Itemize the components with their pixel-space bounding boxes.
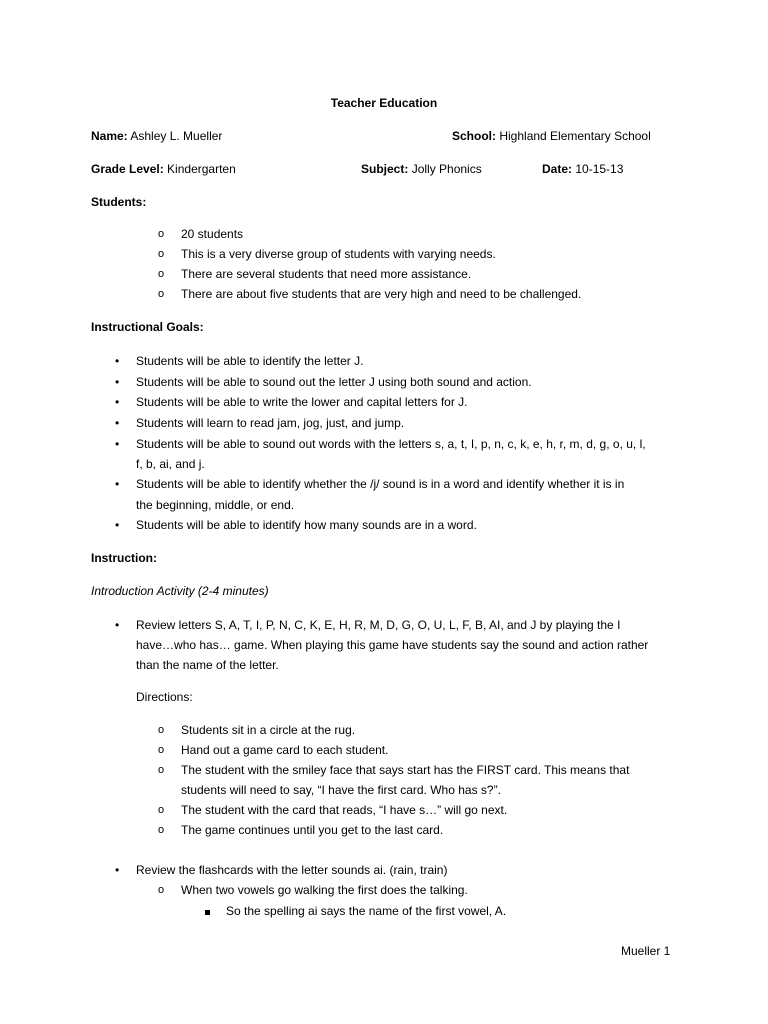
- goal-item: Students will be able to sound out words with the letters s, a, t, I, p, n, c, k, e, h, r, m, d, g, o, u, l,: [136, 437, 646, 451]
- subject-value: Jolly Phonics: [411, 162, 482, 176]
- students-item: There are several students that need more assistance.: [181, 267, 472, 281]
- name-label: Name:: [91, 129, 128, 143]
- school-label: School:: [452, 129, 496, 143]
- circle-bullet-icon: o: [158, 884, 165, 896]
- review-line: than the name of the letter.: [136, 658, 279, 672]
- date-label: Date:: [542, 162, 573, 176]
- vowel-rule-item: When two vowels go walking the first does the talking.: [181, 883, 468, 897]
- circle-bullet-icon: o: [158, 288, 165, 300]
- instruction-heading: Instruction:: [91, 551, 157, 565]
- circle-bullet-icon: o: [158, 764, 165, 776]
- date-field: [542, 161, 623, 177]
- goal-item: Students will be able to identify how many sounds are in a word.: [136, 518, 477, 532]
- circle-bullet-icon: o: [158, 744, 165, 756]
- students-item: There are about five students that are very high and need to be challenged.: [181, 287, 582, 301]
- bullet-icon: •: [115, 375, 120, 389]
- school-field: [452, 128, 651, 144]
- page-title: Teacher Education: [330, 96, 438, 110]
- circle-bullet-icon: o: [158, 228, 165, 240]
- goals-heading: Instructional Goals:: [91, 320, 204, 334]
- students-heading: Students:: [91, 195, 147, 209]
- spelling-note-item: So the spelling ai says the name of the first vowel, A.: [226, 904, 507, 918]
- name-value: Ashley L. Mueller: [130, 129, 223, 143]
- bullet-icon: •: [115, 395, 120, 409]
- direction-item: The game continues until you get to the last card.: [181, 823, 444, 837]
- circle-bullet-icon: o: [158, 268, 165, 280]
- goal-item: Students will be able to sound out the letter J using both sound and action.: [136, 375, 532, 389]
- page-number: Mueller 1: [621, 944, 671, 958]
- intro-activity-heading: Introduction Activity (2-4 minutes): [91, 584, 269, 598]
- flashcards-item: Review the flashcards with the letter sounds ai. (rain, train): [136, 863, 448, 877]
- bullet-icon: •: [115, 863, 120, 877]
- bullet-icon: •: [115, 518, 120, 532]
- bullet-icon: •: [115, 437, 120, 451]
- bullet-icon: •: [115, 354, 120, 368]
- grade-label: Grade Level:: [91, 162, 164, 176]
- subject-label: Subject:: [361, 162, 409, 176]
- goal-item-continuation: f, b, ai, and j.: [136, 457, 205, 471]
- school-value: Highland Elementary School: [499, 129, 651, 143]
- subject-field: [361, 161, 482, 177]
- bullet-icon: •: [115, 618, 120, 632]
- review-line: Review letters S, A, T, I, P, N, C, K, E, H, R, M, D, G, O, U, L, F, B, AI, and J by playing the I: [136, 618, 621, 632]
- direction-item-continuation: students will need to say, “I have the first card. Who has s?”.: [181, 783, 501, 797]
- date-value: 10-15-13: [575, 162, 624, 176]
- review-line: have…who has… game. When playing this game have students say the sound and action rather: [136, 638, 649, 652]
- direction-item: Hand out a game card to each student.: [181, 743, 389, 757]
- circle-bullet-icon: o: [158, 824, 165, 836]
- bullet-icon: •: [115, 416, 120, 430]
- circle-bullet-icon: o: [158, 724, 165, 736]
- goal-item-continuation: the beginning, middle, or end.: [136, 498, 295, 512]
- name-field: [91, 128, 222, 144]
- direction-item: Students sit in a circle at the rug.: [181, 723, 356, 737]
- direction-item: The student with the card that reads, “I have s…” will go next.: [181, 803, 508, 817]
- grade-value: Kindergarten: [167, 162, 236, 176]
- square-bullet-icon: [205, 903, 210, 919]
- students-item: This is a very diverse group of students with varying needs.: [181, 247, 496, 261]
- grade-field: [91, 161, 236, 177]
- goal-item: Students will learn to read jam, jog, just, and jump.: [136, 416, 405, 430]
- bullet-icon: •: [115, 477, 120, 491]
- goal-item: Students will be able to write the lower and capital letters for J.: [136, 395, 468, 409]
- directions-heading: Directions:: [136, 690, 193, 704]
- direction-item: The student with the smiley face that says start has the FIRST card. This means that: [181, 763, 630, 777]
- students-item: 20 students: [181, 227, 244, 241]
- goal-item: Students will be able to identify whether the /j/ sound is in a word and identify whether it is in: [136, 477, 625, 491]
- circle-bullet-icon: o: [158, 248, 165, 260]
- goal-item: Students will be able to identify the letter J.: [136, 354, 364, 368]
- circle-bullet-icon: o: [158, 804, 165, 816]
